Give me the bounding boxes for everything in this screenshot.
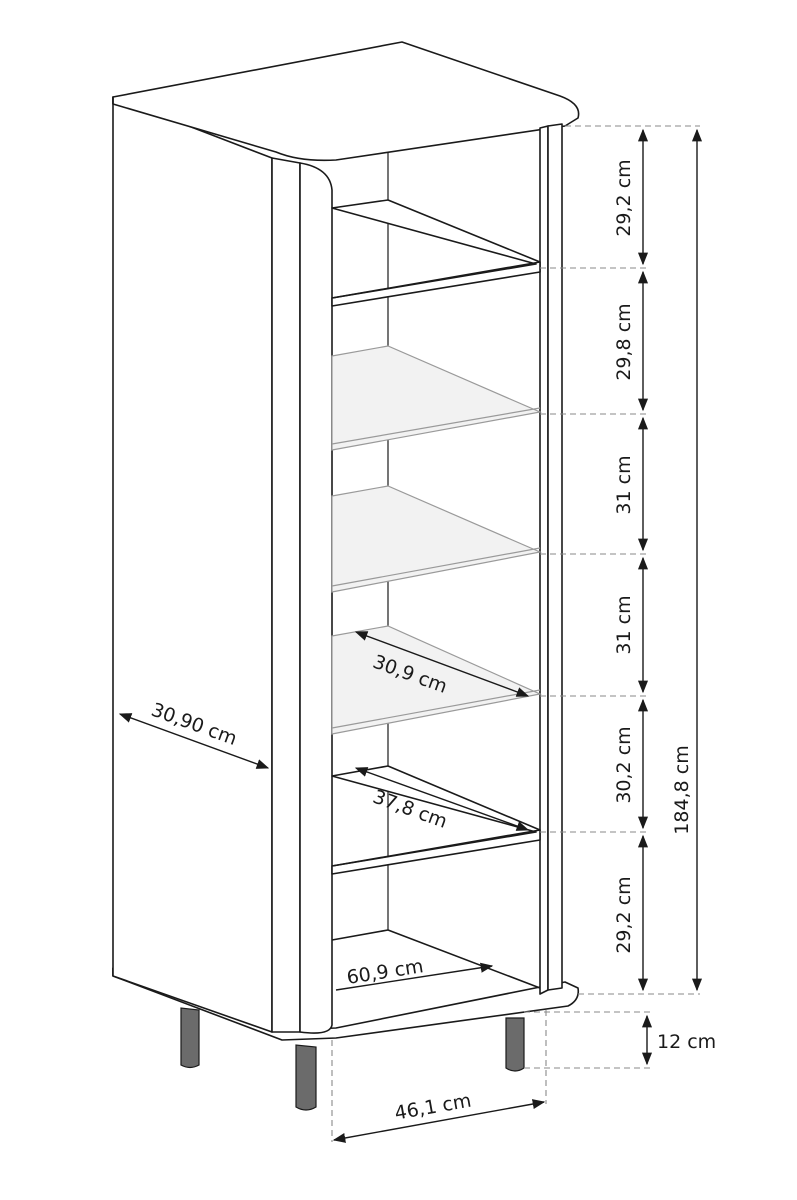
front-right-upright — [540, 124, 562, 994]
leg-front-right — [506, 1018, 524, 1071]
label-leg-height: 12 cm — [657, 1031, 717, 1053]
label-height-2: 29,8 cm — [613, 303, 635, 381]
label-height-5: 30,2 cm — [613, 726, 635, 804]
label-width: 46,1 cm — [392, 1089, 473, 1125]
leg-front-left — [296, 1045, 316, 1110]
label-height-3: 31 cm — [613, 455, 635, 515]
label-height-4: 31 cm — [613, 595, 635, 655]
shelf-top-solid — [332, 200, 540, 306]
glass-shelf-2 — [332, 486, 540, 592]
label-height-1: 29,2 cm — [613, 159, 635, 237]
label-total-height: 184,8 cm — [671, 745, 693, 835]
label-height-6: 29,2 cm — [613, 876, 635, 954]
cabinet-legs — [181, 1008, 524, 1110]
front-left-upright — [272, 158, 332, 1033]
label-glass-depth: 30,9 cm — [369, 650, 451, 698]
label-side-depth: 30,90 cm — [148, 698, 240, 750]
label-shelf-depth: 37,8 cm — [369, 785, 451, 833]
cabinet-side-panel — [113, 97, 272, 1032]
leg-back-left — [181, 1008, 199, 1068]
label-inner-width: 60,9 cm — [345, 955, 425, 989]
glass-shelf-1 — [332, 346, 540, 450]
